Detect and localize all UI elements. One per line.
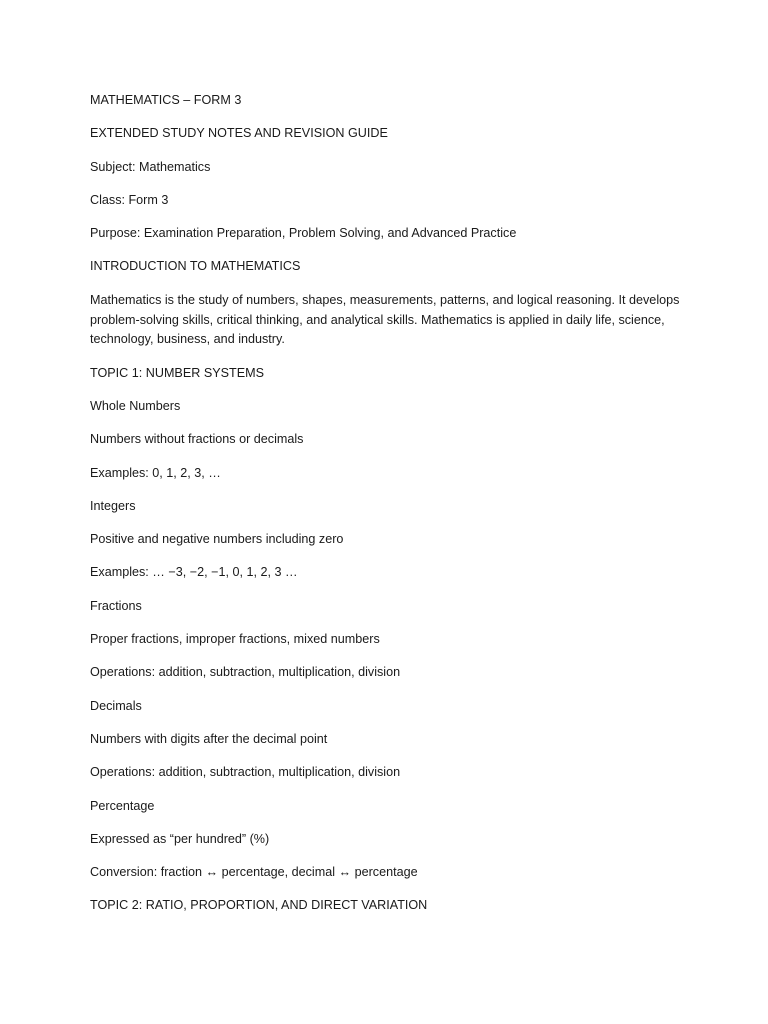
body-line: Operations: addition, subtraction, multiplication, division: [90, 665, 401, 680]
body-line: Examples: 0, 1, 2, 3, …: [90, 465, 221, 480]
body-line: Operations: addition, subtraction, multiplication, division: [90, 765, 401, 780]
body-line: Examples: … −3, −2, −1, 0, 1, 2, 3 …: [90, 565, 298, 580]
subheading-percentage: Percentage: [90, 798, 155, 813]
subheading-integers: Integers: [90, 498, 136, 513]
subheading-whole-numbers: Whole Numbers: [90, 398, 181, 413]
topic-heading-ratio-proportion: TOPIC 2: RATIO, PROPORTION, AND DIRECT VARIATION: [90, 898, 428, 913]
class-line: Class: Form 3: [90, 192, 169, 207]
subheading-fractions: Fractions: [90, 598, 142, 613]
body-line: Positive and negative numbers including zero: [90, 532, 344, 547]
subject-line: Subject: Mathematics: [90, 159, 211, 174]
body-line: Expressed as “per hundred” (%): [90, 831, 270, 846]
subheading-decimals: Decimals: [90, 698, 142, 713]
body-line: Numbers without fractions or decimals: [90, 432, 304, 447]
topic-heading-number-systems: TOPIC 1: NUMBER SYSTEMS: [90, 365, 265, 380]
body-line: Conversion: fraction ↔ percentage, decimal ↔ percentage: [90, 865, 418, 880]
document-subtitle: EXTENDED STUDY NOTES AND REVISION GUIDE: [90, 126, 388, 141]
document-body: [90, 91, 690, 930]
body-line: Numbers with digits after the decimal point: [90, 731, 328, 746]
introduction-paragraph: Mathematics is the study of numbers, shapes, measurements, patterns, and logical reasoning. It develops problem-solving skills, critical thinking, and analytical skills. Mathematics is applied in daily life, science, technology, business, and industry.: [90, 292, 680, 347]
purpose-line: Purpose: Examination Preparation, Problem Solving, and Advanced Practice: [90, 226, 517, 241]
section-heading-introduction: INTRODUCTION TO MATHEMATICS: [90, 259, 301, 274]
document-title: MATHEMATICS – FORM 3: [90, 93, 242, 107]
body-line: Proper fractions, improper fractions, mixed numbers: [90, 632, 380, 647]
